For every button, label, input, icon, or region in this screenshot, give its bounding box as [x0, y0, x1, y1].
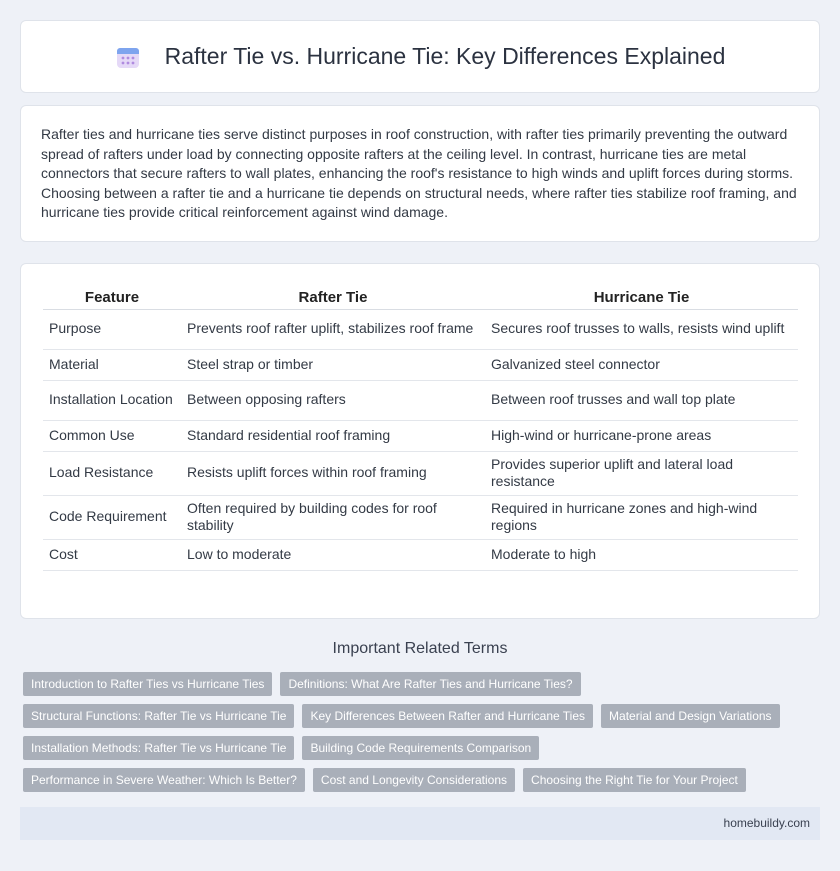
table-cell: Moderate to high	[485, 539, 798, 570]
table-cell: Between roof trusses and wall top plate	[485, 380, 798, 420]
table-cell: Standard residential roof framing	[181, 420, 485, 451]
table-cell: Galvanized steel connector	[485, 349, 798, 380]
table-row	[43, 309, 798, 349]
table-cell: Purpose	[43, 309, 181, 349]
tag-row	[23, 672, 813, 696]
table-cell: Often required by building codes for roof stability	[181, 495, 485, 539]
page-title-text: Rafter Tie vs. Hurricane Tie: Key Differences Explained	[164, 43, 726, 69]
title-card	[20, 20, 820, 93]
related-term-link[interactable]: Choosing the Right Tie for Your Project	[523, 768, 746, 792]
page-title	[115, 43, 726, 70]
table-cell: Resists uplift forces within roof framing	[181, 451, 485, 495]
table-row	[43, 420, 798, 451]
table-cell: Prevents roof rafter uplift, stabilizes roof frame	[181, 309, 485, 349]
tag-row	[23, 704, 813, 728]
related-term-link[interactable]: Installation Methods: Rafter Tie vs Hurricane Tie	[23, 736, 294, 760]
related-term-link[interactable]: Material and Design Variations	[601, 704, 780, 728]
related-term-link[interactable]: Building Code Requirements Comparison	[302, 736, 539, 760]
footer	[20, 807, 820, 840]
footer-site-link[interactable]: homebuildy.com	[723, 816, 810, 830]
header-feature: Feature	[43, 284, 181, 309]
table-cell: Load Resistance	[43, 451, 181, 495]
related-term-link[interactable]: Introduction to Rafter Ties vs Hurricane Ties	[23, 672, 272, 696]
header-hurricane-tie: Hurricane Tie	[485, 284, 798, 309]
table-cell: Installation Location	[43, 380, 181, 420]
related-terms-list	[23, 672, 813, 800]
intro-card	[20, 105, 820, 242]
table-row	[43, 451, 798, 495]
related-term-link[interactable]: Structural Functions: Rafter Tie vs Hurricane Tie	[23, 704, 294, 728]
comparison-table	[43, 284, 798, 571]
table-row	[43, 380, 798, 420]
related-term-link[interactable]: Performance in Severe Weather: Which Is Better?	[23, 768, 305, 792]
tag-row	[23, 768, 813, 792]
related-term-link[interactable]: Key Differences Between Rafter and Hurricane Ties	[302, 704, 593, 728]
related-term-link[interactable]: Cost and Longevity Considerations	[313, 768, 515, 792]
intro-paragraph: Rafter ties and hurricane ties serve distinct purposes in roof construction, with rafter ties primarily preventing the outward spread of rafters under load by connecting opposite rafters at the ceiling level. In contrast, hurricane ties are metal connectors that secure rafters to wall plates, enhancing the roof's resistance to high winds and uplift forces during storms. Choosing between a rafter tie and a hurricane tie depends on structural needs, where rafter ties stabilize roof framing, and hurricane ties provide critical reinforcement against wind damage.	[41, 126, 797, 221]
table-cell: Required in hurricane zones and high-wind regions	[485, 495, 798, 539]
comparison-card	[20, 263, 820, 619]
table-cell: Low to moderate	[181, 539, 485, 570]
table-cell: Code Requirement	[43, 495, 181, 539]
table-cell: Cost	[43, 539, 181, 570]
tag-row	[23, 736, 813, 760]
table-cell: Between opposing rafters	[181, 380, 485, 420]
table-cell: Common Use	[43, 420, 181, 451]
header-rafter-tie: Rafter Tie	[181, 284, 485, 309]
table-row	[43, 539, 798, 570]
table-header-row	[43, 284, 798, 309]
related-term-link[interactable]: Definitions: What Are Rafter Ties and Hurricane Ties?	[280, 672, 580, 696]
related-terms-title: Important Related Terms	[332, 640, 508, 657]
table-cell: Secures roof trusses to walls, resists wind uplift	[485, 309, 798, 349]
table-row	[43, 495, 798, 539]
table-cell: Material	[43, 349, 181, 380]
table-row	[43, 349, 798, 380]
table-cell: Provides superior uplift and lateral load resistance	[485, 451, 798, 495]
table-cell: Steel strap or timber	[181, 349, 485, 380]
table-cell: High-wind or hurricane-prone areas	[485, 420, 798, 451]
calendar-icon	[115, 44, 141, 70]
